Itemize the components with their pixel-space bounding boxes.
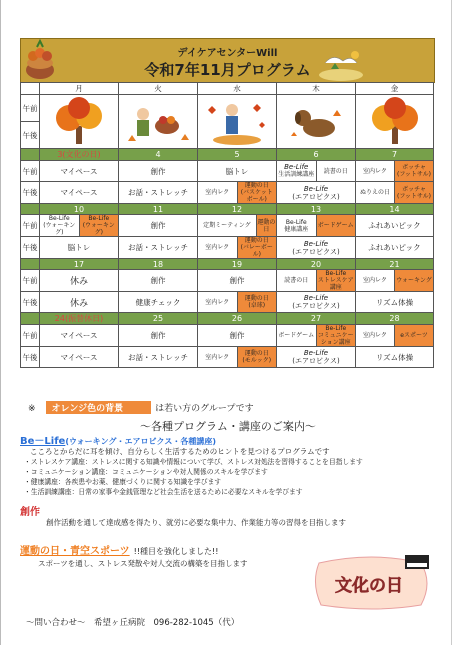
date-cell: 28 <box>356 313 434 325</box>
program-cell-split <box>356 161 434 182</box>
date-row <box>21 259 434 270</box>
program-cell-split <box>40 215 119 237</box>
belife-label: Be-Life <box>303 239 329 248</box>
harvest-basket-icon <box>123 96 193 146</box>
slot-label: 午後 <box>21 182 40 204</box>
autumn-tree-icon <box>44 96 114 146</box>
autumn-leaves-illustration <box>198 95 277 149</box>
note-text: は若い方のグループです <box>155 404 254 414</box>
am-row <box>21 325 434 347</box>
belife-sub: (エアロビクス) <box>292 302 340 310</box>
belife-label: Be-Life <box>284 163 309 171</box>
date-cell: 4 <box>119 149 198 161</box>
date-cell: 7 <box>356 149 434 161</box>
program-cell: ふれあいピック <box>356 237 434 259</box>
belife-item: ・生活訓練講座：日常の家事や金銭管理など社会生活を送るために必要なスキルを学びます <box>24 488 303 496</box>
page-title: 令和7年11月プログラム <box>144 61 311 79</box>
date-cell: 17 <box>40 259 119 270</box>
autumn-scene-icon <box>317 49 365 81</box>
date-row <box>21 313 434 325</box>
date-row <box>21 204 434 215</box>
program-subcell: 読書の日 <box>284 277 309 284</box>
belife-sub: (エアロビクス) <box>292 247 340 256</box>
weekday-fri: 金 <box>356 83 434 95</box>
program-cell: 休み <box>40 292 119 313</box>
orange-legend-box: オレンジ色の背景 <box>46 401 152 414</box>
slot-label: 午後 <box>21 347 40 368</box>
slot-label: 午後 <box>21 237 40 259</box>
belife-sub: 生活訓練講座 <box>278 171 315 178</box>
belife-label: Be-Life <box>303 349 329 357</box>
autumn-tree-icon-2 <box>360 96 430 146</box>
sousaku-desc: 創作活動を通して達成感を得たり、就労に必要な集中力、作業能力等の習得を目指します <box>46 518 346 527</box>
illustration-row-am <box>21 95 434 122</box>
date-cell: 10 <box>40 204 119 215</box>
program-subcell: ぬりえの日 <box>359 189 390 196</box>
am-row <box>21 161 434 182</box>
program-cell: 創作 <box>119 215 198 237</box>
date-row <box>21 149 434 161</box>
program-cell: 健康チェック <box>119 292 198 313</box>
sports-desc: スポーツを通し、ストレス発散や対人交流の構築を目指します <box>38 559 248 568</box>
program-subcell-orange: Be-Life (ウォーキング) <box>79 215 119 236</box>
program-cell-split <box>277 325 356 347</box>
program-cell-split <box>277 215 356 237</box>
note-mark: ※ <box>28 404 36 414</box>
date-cell: 19 <box>198 259 277 270</box>
belife-cell <box>277 161 316 181</box>
am-row <box>21 270 434 292</box>
date-cell: 20 <box>277 259 356 270</box>
date-cell: 18 <box>119 259 198 270</box>
sousaku-heading: 創作 <box>20 507 40 518</box>
slot-label: 午後 <box>21 122 40 149</box>
header-banner <box>20 38 435 83</box>
date-cell: 24(振替休日) <box>40 313 119 325</box>
program-subcell-orange: 運動の日 (モルック) <box>237 347 277 367</box>
program-cell: 創作 <box>119 161 198 182</box>
program-subcell-orange: eスポーツ <box>394 325 433 346</box>
date-cell: 6 <box>277 149 356 161</box>
program-subcell: 室内レク <box>205 189 230 196</box>
program-subcell: 定期ミーティング <box>203 222 251 229</box>
program-subcell-orange: 運動の日 (卓球) <box>237 292 277 312</box>
program-cell-split <box>356 182 434 204</box>
am-row <box>21 215 434 237</box>
program-cell: リズム体操 <box>356 292 434 313</box>
culture-day-badge <box>311 553 435 611</box>
program-cell-split <box>198 215 277 237</box>
program-cell: 創作 <box>198 325 277 347</box>
center-name: デイケアセンターWill <box>177 48 278 59</box>
date-row-label <box>21 149 40 161</box>
weekday-mon: 月 <box>40 83 119 95</box>
date-cell: 12 <box>198 204 277 215</box>
date-cell: 26 <box>198 313 277 325</box>
program-subcell: Be-Life (ウォーキング) <box>43 215 76 236</box>
program-cell-split <box>356 325 434 347</box>
page-edge <box>0 0 1 645</box>
program-cell-split <box>198 237 277 259</box>
belife-item: ・ストレスケア講座：ストレスに関する知識や情報について学び、ストレス対処法を習得することを目指します <box>24 458 363 466</box>
program-cell: 創作 <box>119 325 198 347</box>
belife-label: Be-Life <box>303 184 329 193</box>
program-cell: 休み <box>40 270 119 292</box>
slot-label: 午前 <box>21 270 40 292</box>
program-cell: 創作 <box>119 270 198 292</box>
belife-item: ・コミュニケーション講座：コミュニケーションや対人関係のスキルを学びます <box>24 468 268 476</box>
date-row-label <box>21 259 40 270</box>
program-cell: 創作 <box>198 270 277 292</box>
program-subcell-orange: Be-Life ストレスケア 講座 <box>316 270 356 291</box>
dog-illustration <box>277 95 356 149</box>
program-cell-belife <box>277 347 356 368</box>
program-subcell: 読書の日 <box>316 161 356 181</box>
program-cell-split <box>277 270 356 292</box>
belife-sub: (エアロビクス) <box>292 357 340 365</box>
program-subcell-orange: ボッチャ (フットサル) <box>394 161 433 181</box>
program-subcell-orange: 運動の日 <box>256 215 276 236</box>
program-subcell: 室内レク <box>363 277 387 284</box>
harvest-illustration <box>119 95 198 149</box>
program-cell-split <box>277 161 356 182</box>
program-cell: 脳トレ <box>198 161 277 182</box>
date-cell: 21 <box>356 259 434 270</box>
sousaku-section <box>20 508 440 528</box>
weekday-tue: 火 <box>119 83 198 95</box>
slot-label: 午前 <box>21 325 40 347</box>
program-subcell-orange: ボードゲーム <box>316 215 356 236</box>
program-cell: マイペース <box>40 325 119 347</box>
date-cell: 25 <box>119 313 198 325</box>
program-cell-belife <box>277 182 356 204</box>
slot-label: 午後 <box>21 292 40 313</box>
date-cell: 3(文化の日) <box>40 149 119 161</box>
program-cell: リズム体操 <box>356 347 434 368</box>
section-title: ～各種プログラム・講座のご案内～ <box>140 420 316 433</box>
program-cell: お話・ストレッチ <box>119 237 198 259</box>
sports-heading: 運動の日・青空スポーツ <box>20 546 130 557</box>
belife-item: ・健康講座：各疾患やお薬、健康づくりに関する知識を学びます <box>24 478 222 486</box>
pm-row <box>21 347 434 368</box>
program-subcell: 室内レク <box>205 353 230 361</box>
pm-row <box>21 237 434 259</box>
program-cell-belife <box>277 237 356 259</box>
program-subcell: 室内レク <box>363 167 387 175</box>
program-cell: お話・ストレッチ <box>119 182 198 204</box>
program-subcell-orange: ウォーキング <box>394 270 433 291</box>
slot-label: 午前 <box>21 161 40 182</box>
program-subcell-orange: Be-Life コミュニケー ション講座 <box>316 325 356 346</box>
pm-row <box>21 292 434 313</box>
date-cell: 13 <box>277 204 356 215</box>
belife-heading-sub: (ウォーキング・エアロビクス・各種講座) <box>65 437 217 446</box>
program-cell: マイペース <box>40 347 119 368</box>
page-edge-right <box>451 0 452 645</box>
program-subcell-orange: 運動の日 (バレーボール) <box>237 237 277 258</box>
program-cell: 脳トレ <box>40 237 119 259</box>
program-subcell-orange: ボッチャ (フットサル) <box>394 182 433 203</box>
legend-note <box>28 401 254 414</box>
corner-cell <box>21 83 40 95</box>
date-cell: 11 <box>119 204 198 215</box>
belife-desc: こころとからだに耳を傾け、自分らしく生活するためのヒントを見つけるプログラムです <box>30 447 330 456</box>
program-cell: ふれあいピック <box>356 215 434 237</box>
contact-info: ～問い合わせ～ 希望ヶ丘病院 096-282-1045（代） <box>26 618 240 628</box>
program-cell-split <box>198 347 277 368</box>
autumn-tree-illustration <box>40 95 119 149</box>
program-calendar <box>20 82 434 368</box>
program-cell-split <box>356 270 434 292</box>
belife-section <box>20 437 440 497</box>
program-subcell: Be-Life 健康講座 <box>284 218 309 233</box>
program-subcell: 室内レク <box>205 244 230 251</box>
program-cell-split <box>198 292 277 313</box>
sports-section <box>20 547 310 569</box>
date-row-label <box>21 313 40 325</box>
date-cell: 14 <box>356 204 434 215</box>
program-cell-split <box>198 182 277 204</box>
program-cell: お話・ストレッチ <box>119 347 198 368</box>
program-subcell: ボードゲーム <box>278 332 315 339</box>
sports-heading-note: !!種目を強化しました!! <box>133 547 219 556</box>
pm-row <box>21 182 434 204</box>
weekday-wed: 水 <box>198 83 277 95</box>
slot-label: 午前 <box>21 95 40 122</box>
dog-icon <box>281 96 351 146</box>
date-row-label <box>21 204 40 215</box>
culture-day-text: 文化の日 <box>335 576 403 596</box>
program-cell-belife <box>277 292 356 313</box>
belife-heading: Be－Life <box>20 436 66 447</box>
belife-label: Be-Life <box>303 294 329 302</box>
program-cell: マイペース <box>40 161 119 182</box>
date-cell: 27 <box>277 313 356 325</box>
program-subcell-orange: 運動の日 (バスケット ボール) <box>237 182 277 203</box>
program-subcell: 室内レク <box>363 332 387 339</box>
slot-label: 午前 <box>21 215 40 237</box>
falling-leaves-icon <box>202 96 272 146</box>
date-cell: 5 <box>198 149 277 161</box>
program-subcell: 室内レク <box>205 298 230 306</box>
program-cell: マイペース <box>40 182 119 204</box>
weekday-header-row <box>21 83 434 95</box>
belife-sub: (エアロビクス) <box>292 192 340 201</box>
autumn-tree-illustration-2 <box>356 95 434 149</box>
weekday-thu: 木 <box>277 83 356 95</box>
